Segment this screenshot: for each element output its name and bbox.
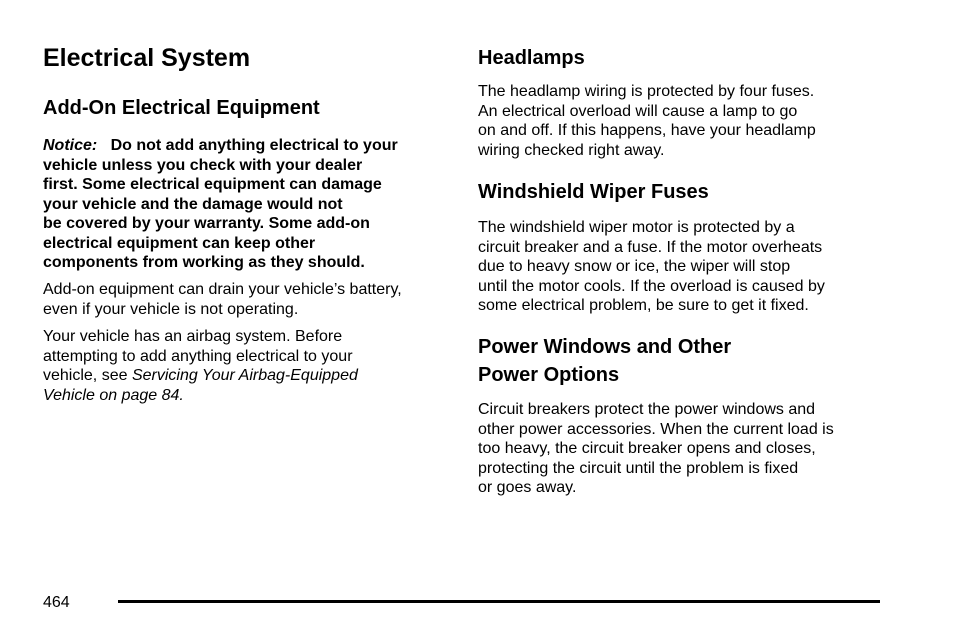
notice-label: Notice: <box>43 137 98 154</box>
footer-rule <box>118 600 880 603</box>
paragraph-line: attempting to add anything electrical to your <box>43 347 353 365</box>
paragraph-line: even if your vehicle is not operating. <box>43 300 299 318</box>
wiper-fuses-heading: Windshield Wiper Fuses <box>478 181 709 203</box>
notice-line <box>43 136 398 156</box>
power-windows-heading <box>478 333 731 389</box>
airbag-text: vehicle, see <box>43 367 132 384</box>
notice-line: your vehicle and the damage would not <box>43 195 343 213</box>
heading-line: Power Windows and Other <box>478 336 732 358</box>
paragraph-line: some electrical problem, be sure to get it fixed. <box>478 297 809 314</box>
battery-drain-paragraph <box>43 280 402 319</box>
headlamps-heading: Headlamps <box>478 47 585 69</box>
paragraph-line: on and off. If this happens, have your headlamp <box>478 122 816 139</box>
headlamps-paragraph <box>478 82 816 160</box>
paragraph-line: An electrical overload will cause a lamp to go <box>478 102 798 120</box>
paragraph-line: too heavy, the circuit breaker opens and closes, <box>478 440 816 457</box>
page-title: Electrical System <box>43 44 251 72</box>
airbag-paragraph <box>43 327 358 405</box>
notice-line: vehicle unless you check with your dealer <box>43 156 363 174</box>
power-windows-paragraph <box>478 400 834 498</box>
notice-line: electrical equipment can keep other <box>43 234 316 252</box>
paragraph-line: Add-on equipment can drain your vehicle’s battery, <box>43 281 402 298</box>
wiper-fuses-paragraph <box>478 218 825 316</box>
notice-line: components from working as they should. <box>43 254 365 271</box>
paragraph-line: The headlamp wiring is protected by four fuses. <box>478 83 815 100</box>
paragraph-line: circuit breaker and a fuse. If the motor overheats <box>478 238 823 256</box>
paragraph-line: other power accessories. When the current load is <box>478 420 834 438</box>
airbag-reference-link[interactable]: Vehicle on page 84. <box>43 386 184 404</box>
paragraph-line: The windshield wiper motor is protected by a <box>478 219 795 236</box>
paragraph-line: until the motor cools. If the overload is caused by <box>478 277 825 295</box>
paragraph-line: due to heavy snow or ice, the wiper will stop <box>478 258 791 275</box>
paragraph-line: protecting the circuit until the problem is fixed <box>478 459 799 477</box>
paragraph-line: Circuit breakers protect the power windows and <box>478 401 816 418</box>
notice-line: first. Some electrical equipment can damage <box>43 176 382 193</box>
paragraph-line: or goes away. <box>478 479 577 496</box>
airbag-reference-link[interactable]: Servicing Your Airbag-Equipped <box>131 367 358 384</box>
heading-line: Power Options <box>478 364 620 386</box>
notice-text: Do not add anything electrical to your <box>110 137 398 154</box>
notice-line: be covered by your warranty. Some add-on <box>43 215 370 232</box>
paragraph-line: wiring checked right away. <box>478 141 665 159</box>
page-number: 464 <box>43 594 70 611</box>
add-on-equipment-heading: Add-On Electrical Equipment <box>43 97 320 119</box>
paragraph-line <box>43 366 358 386</box>
paragraph-line: Your vehicle has an airbag system. Before <box>43 328 343 345</box>
notice-paragraph <box>43 136 398 273</box>
